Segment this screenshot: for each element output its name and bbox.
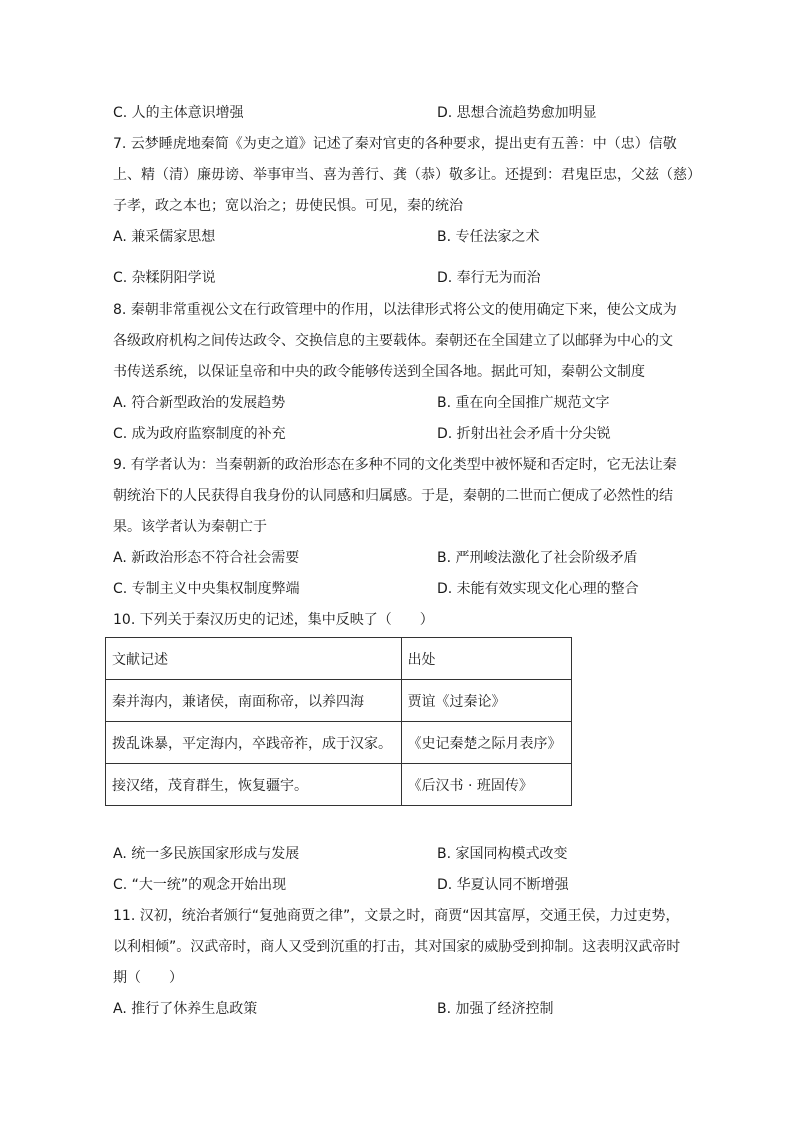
q7-option-d: D. 奉行无为而治 [437, 270, 541, 286]
q9-option-b: B. 严刑峻法激化了社会阶级矛盾 [437, 550, 638, 566]
q10-option-b: B. 家国同构模式改变 [437, 846, 568, 862]
q7-stem-line-1: 7. 云梦睡虎地秦简《为吏之道》记述了秦对官吏的各种要求，提出吏有五善：中（忠）信敬 [113, 136, 677, 152]
table-header-cell: 文献记述 [106, 638, 402, 680]
q8-stem-line-3: 书传送系统，以保证皇帝和中央的政令能够传送到全国各地。据此可知，秦朝公文制度 [113, 364, 645, 380]
table-header-cell: 出处 [401, 638, 571, 680]
table-cell: 贾谊《过秦论》 [401, 680, 571, 722]
q8-option-b: B. 重在向全国推广规范文字 [437, 395, 610, 411]
q7-stem-line-2: 上、精（清）廉毋谤、举事审当、喜为善行、龚（恭）敬多让。还提到：君鬼臣忠，父兹（慈） [113, 167, 701, 183]
q9-option-a: A. 新政治形态不符合社会需要 [113, 550, 300, 566]
q6-option-d: D. 思想合流趋势愈加明显 [437, 105, 597, 121]
q10-stem: 10. 下列关于秦汉历史的记述，集中反映了（ ） [113, 612, 434, 628]
q11-stem-line-2: 以利相倾”。汉武帝时，商人又受到沉重的打击，其对国家的威胁受到抑制。这表明汉武帝时 [113, 939, 681, 955]
q7-option-a: A. 兼采儒家思想 [113, 229, 216, 245]
table-cell: 《史记秦楚之际月表序》 [401, 722, 571, 764]
table-cell: 《后汉书 · 班固传》 [401, 764, 571, 806]
q7-stem-line-3: 子孝，政之本也；宽以治之；毋使民惧。可见，秦的统治 [113, 198, 463, 214]
q9-stem-line-2: 朝统治下的人民获得自我身份的认同感和归属感。于是，秦朝的二世而亡便成了必然性的结 [113, 488, 673, 504]
q10-option-d: D. 华夏认同不断增强 [437, 877, 569, 893]
q8-option-d: D. 折射出社会矛盾十分尖锐 [437, 426, 611, 442]
q10-option-a: A. 统一多民族国家形成与发展 [113, 846, 300, 862]
table-row [106, 722, 572, 764]
table-cell: 接汉绪，茂育群生，恢复疆宇。 [106, 764, 402, 806]
q11-option-a: A. 推行了休养生息政策 [113, 1001, 258, 1017]
q11-option-b: B. 加强了经济控制 [437, 1001, 554, 1017]
q8-stem-line-2: 各级政府机构之间传达政令、交换信息的主要载体。秦朝还在全国建立了以邮驿为中心的文 [113, 333, 673, 349]
q9-stem-line-1: 9. 有学者认为：当秦朝新的政治形态在多种不同的文化类型中被怀疑和否定时，它无法让秦 [113, 457, 677, 473]
source-table [105, 637, 572, 806]
q9-option-d: D. 未能有效实现文化心理的整合 [437, 581, 639, 597]
table-cell: 秦并海内，兼诸侯，南面称帝，以养四海 [106, 680, 402, 722]
q10-option-c: C. “大一统”的观念开始出现 [113, 877, 287, 893]
q8-stem-line-1: 8. 秦朝非常重视公文在行政管理中的作用，以法律形式将公文的使用确定下来，使公文成为 [113, 302, 677, 318]
q9-stem-line-3: 果。该学者认为秦朝亡于 [113, 519, 267, 535]
table-row [106, 764, 572, 806]
q8-option-c: C. 成为政府监察制度的补充 [113, 426, 286, 442]
q7-option-b: B. 专任法家之术 [437, 229, 540, 245]
q11-stem-line-1: 11. 汉初，统治者颁行“复弛商贾之律”，文景之时，商贾“因其富厚，交通王侯，力过吏势， [113, 908, 680, 924]
q8-option-a: A. 符合新型政治的发展趋势 [113, 395, 286, 411]
q9-option-c: C. 专制主义中央集权制度弊端 [113, 581, 300, 597]
table-cell: 拨乱诛暴，平定海内，卒践帝祚，成于汉家。 [106, 722, 402, 764]
q11-stem-line-3: 期（ ） [113, 970, 183, 986]
q7-option-c: C. 杂糅阴阳学说 [113, 270, 216, 286]
q6-option-c: C. 人的主体意识增强 [113, 105, 244, 121]
table-header-row [106, 638, 572, 680]
table-row [106, 680, 572, 722]
